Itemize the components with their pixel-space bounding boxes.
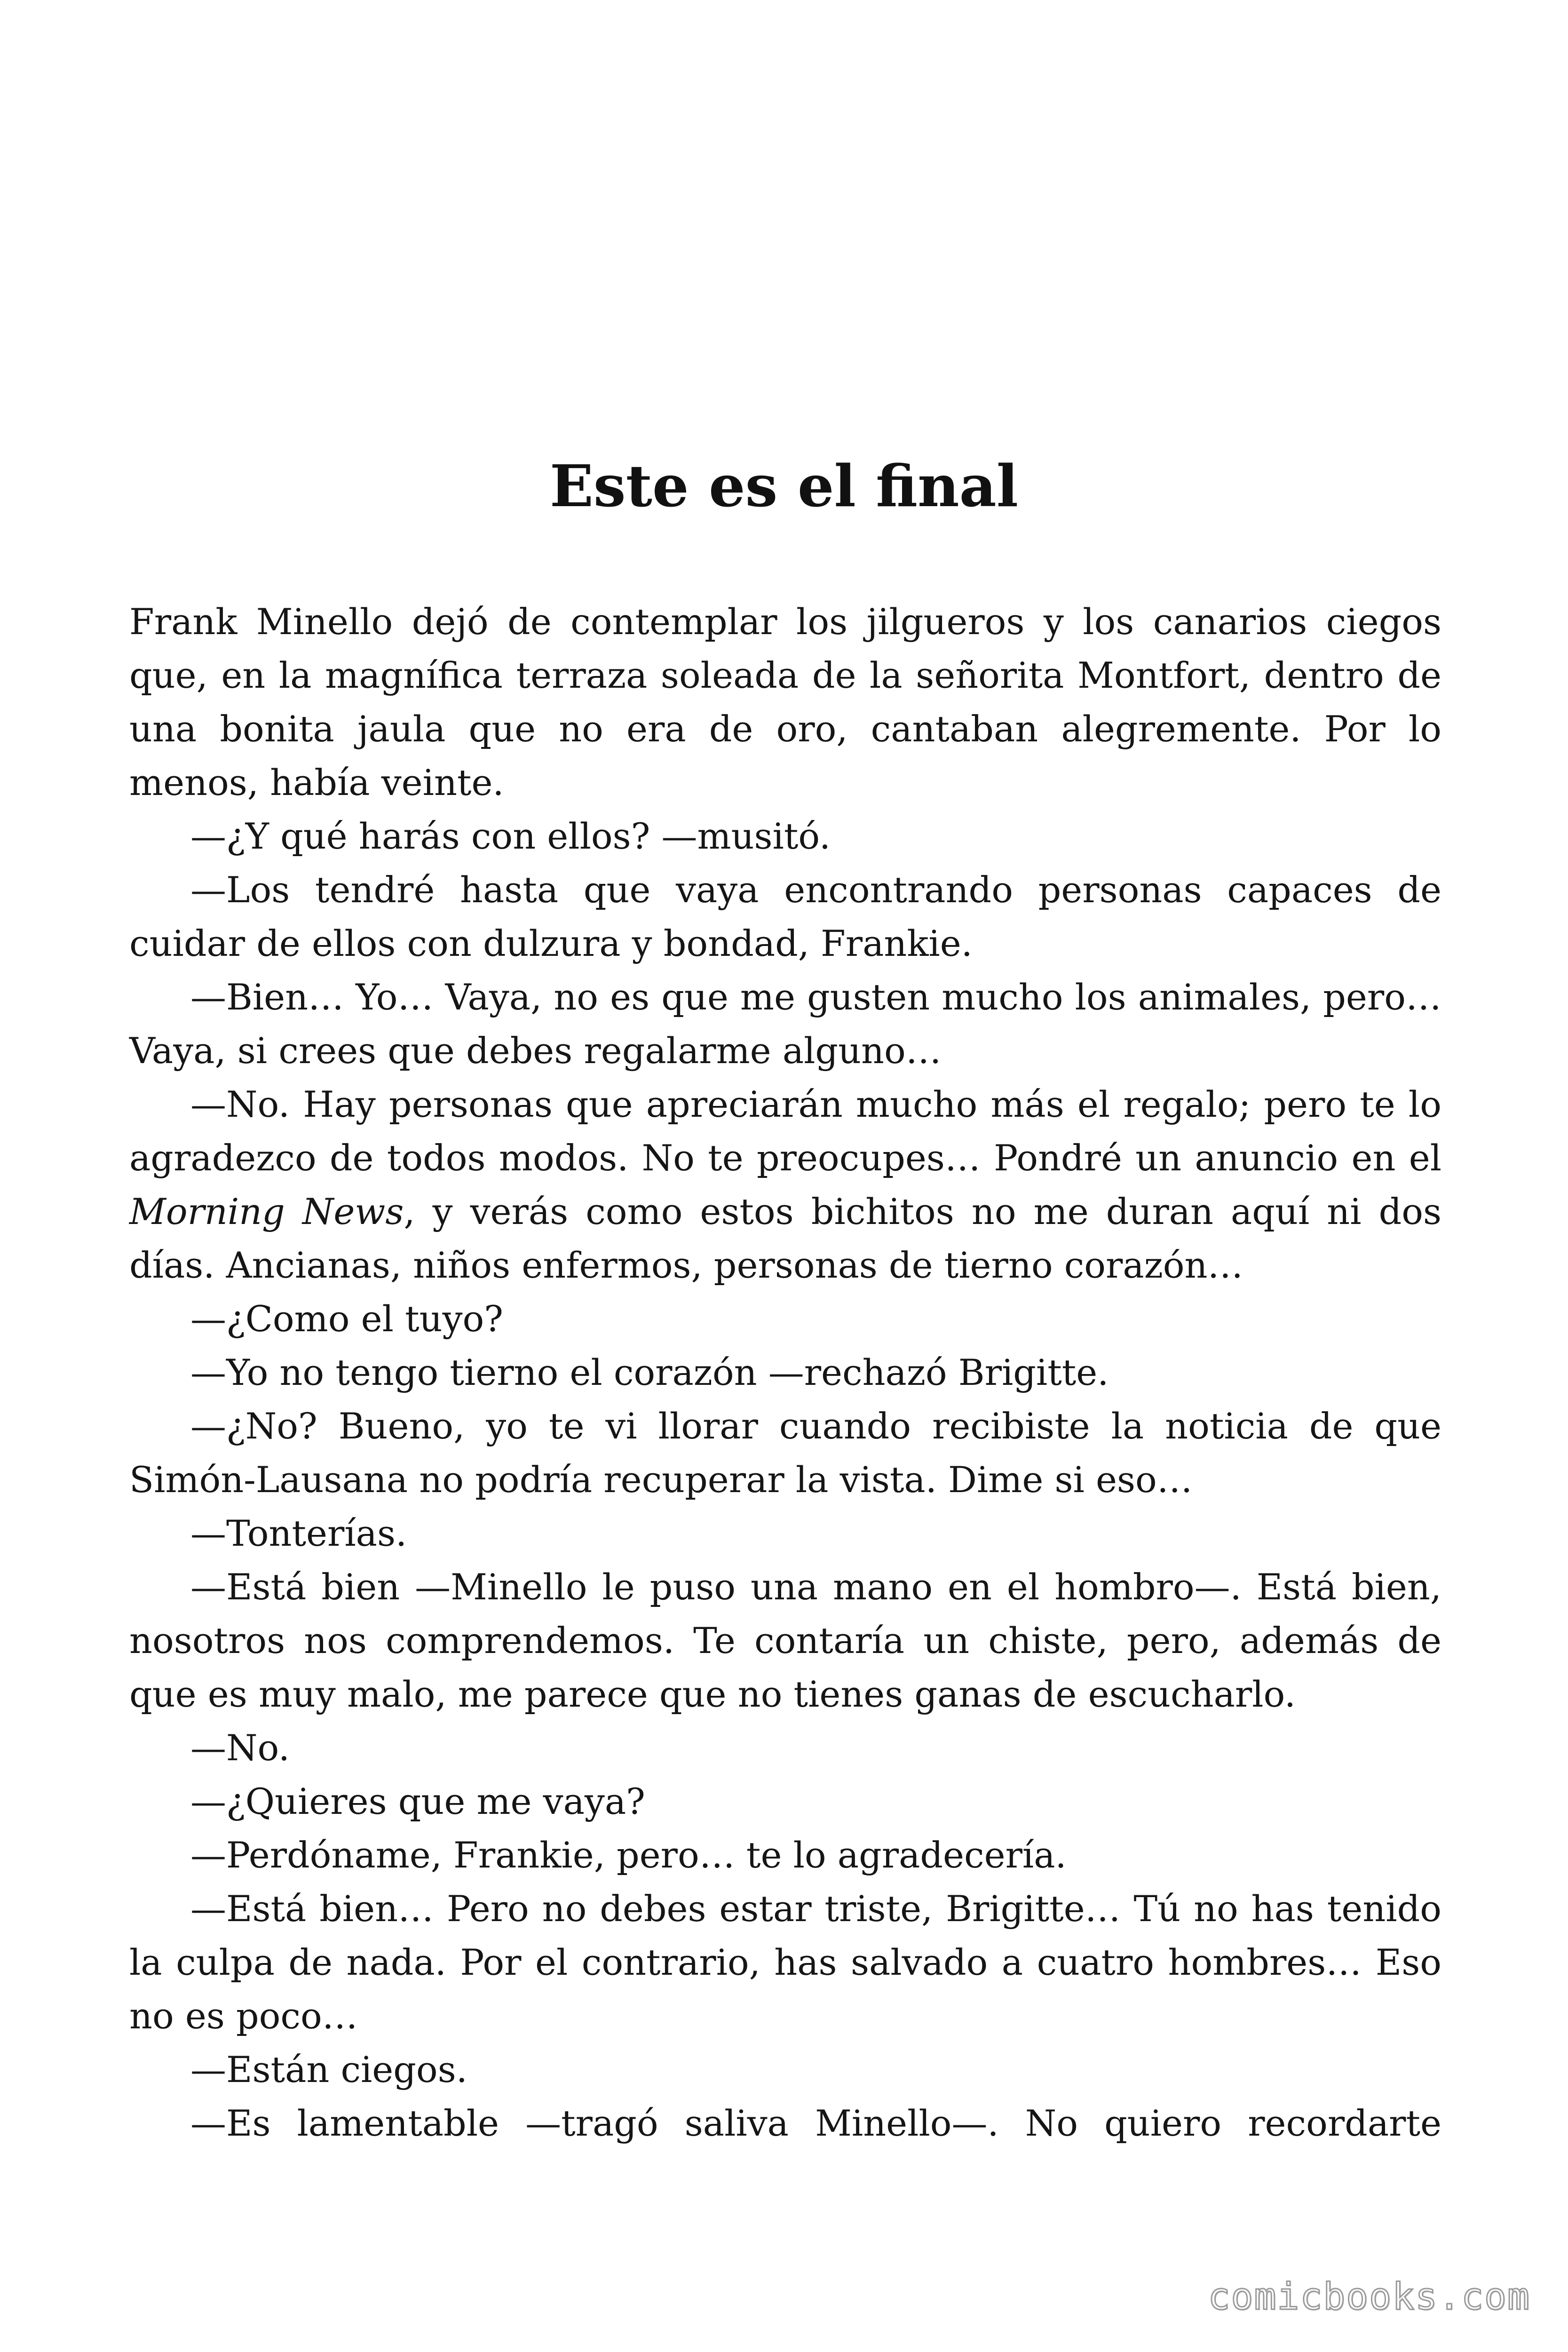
paragraph-11 — [129, 1721, 1441, 1775]
paragraph-text: —¿Y qué harás con ellos? —musitó. — [190, 815, 831, 857]
newspaper-name: Morning News — [129, 1191, 404, 1232]
paragraph-text: —Es lamentable —tragó saliva Minello—. No quiero recordarte — [190, 2102, 1441, 2144]
paragraph-7 — [129, 1346, 1441, 1399]
paragraph-4 — [129, 970, 1441, 1078]
paragraph-text: —¿No? Bueno, yo te vi llorar cuando recibiste la noticia de que Simón-Lausana no podría recuperar la vista. Dime si eso… — [129, 1405, 1441, 1501]
paragraph-2 — [129, 810, 1441, 863]
paragraph-text: —¿Como el tuyo? — [190, 1298, 503, 1340]
paragraph-text: Frank Minello dejó de contemplar los jilgueros y los canarios ciegos que, en la magnífica terraza soleada de la señorita Montfort, dentro de una bonita jaula que no era de oro, cantaban alegremente. Por lo menos, había veinte. — [129, 601, 1441, 803]
chapter-title: Este es el final — [549, 452, 1019, 520]
paragraph-6 — [129, 1292, 1441, 1346]
paragraph-5 — [129, 1078, 1441, 1292]
paragraph-text: —Perdóname, Frankie, pero… te lo agradecería. — [190, 1834, 1067, 1876]
paragraph-text: —Los tendré hasta que vaya encontrando personas capaces de cuidar de ellos con dulzura y bondad, Frankie. — [129, 869, 1441, 964]
paragraph-text: —Yo no tengo tierno el corazón —rechazó Brigitte. — [190, 1351, 1109, 1393]
watermark: comicbooks.com — [1208, 2276, 1530, 2318]
paragraph-16 — [129, 2097, 1441, 2150]
paragraph-1 — [129, 595, 1441, 810]
paragraph-9 — [129, 1507, 1441, 1560]
paragraph-text: —Tonterías. — [190, 1512, 407, 1554]
paragraph-14 — [129, 1882, 1441, 2043]
paragraph-text: —Bien… Yo… Vaya, no es que me gusten mucho los animales, pero… Vaya, si crees que debes regalarme alguno… — [129, 976, 1441, 1072]
chapter-body — [129, 595, 1441, 2150]
paragraph-text: , y verás como estos bichitos no me duran aquí ni dos días. Ancianas, niños enfermos, personas de tierno corazón… — [129, 1191, 1441, 1286]
paragraph-13 — [129, 1828, 1441, 1882]
paragraph-text: —No. Hay personas que apreciarán mucho más el regalo; pero te lo agradezco de todos modos. No te preocupes… Pondré un anuncio en el — [129, 1083, 1441, 1179]
paragraph-3 — [129, 863, 1441, 970]
paragraph-text: —Está bien —Minello le puso una mano en el hombro—. Está bien, nosotros nos comprendemos. Te contaría un chiste, pero, además de que es muy malo, me parece que no tienes ganas de escucharlo. — [129, 1566, 1441, 1715]
paragraph-10 — [129, 1560, 1441, 1721]
paragraph-text: —Está bien… Pero no debes estar triste, Brigitte… Tú no has tenido la culpa de nada. Por el contrario, has salvado a cuatro hombres… Eso no es poco… — [129, 1888, 1441, 2037]
paragraph-15 — [129, 2043, 1441, 2097]
paragraph-8 — [129, 1399, 1441, 1507]
paragraph-text: —Están ciegos. — [190, 2049, 467, 2090]
paragraph-12 — [129, 1775, 1441, 1828]
paragraph-text: —No. — [190, 1727, 290, 1769]
paragraph-text: —¿Quieres que me vaya? — [190, 1780, 645, 1822]
